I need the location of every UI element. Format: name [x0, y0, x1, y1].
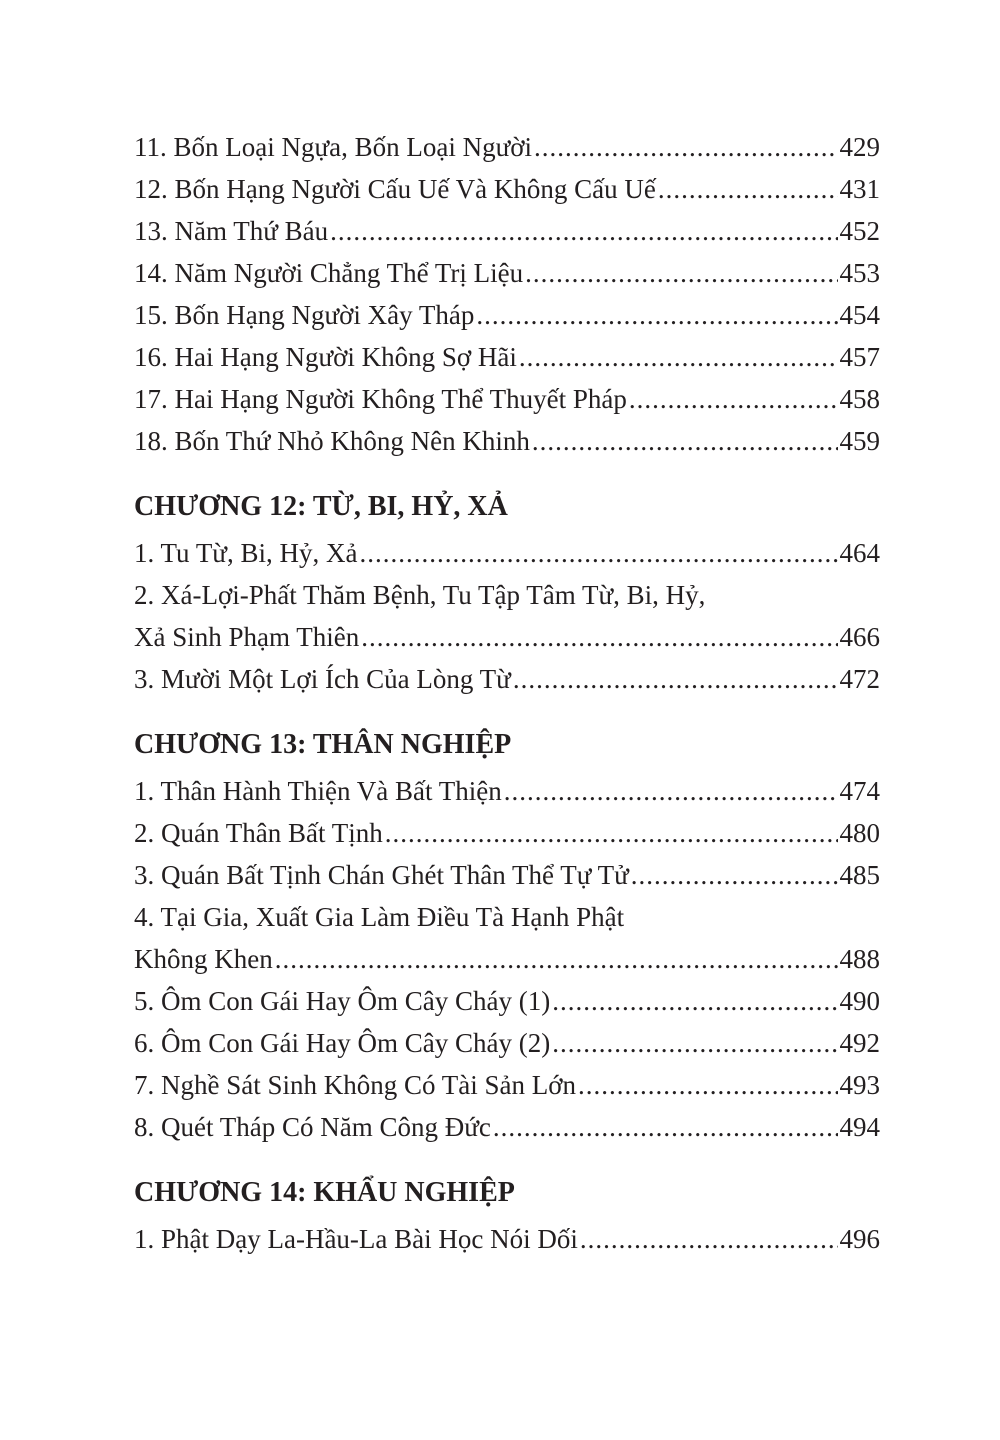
toc-entry	[134, 854, 880, 896]
table-of-contents	[134, 126, 880, 1260]
dot-leader	[532, 420, 838, 462]
toc-entry	[134, 658, 880, 700]
toc-entry-title: 7. Nghề Sát Sinh Không Có Tài Sản Lớn	[134, 1070, 577, 1100]
toc-entry	[134, 1064, 880, 1106]
dot-leader	[552, 980, 837, 1022]
dot-leader	[275, 938, 838, 980]
toc-entry-page: 480	[839, 818, 880, 848]
toc-entry-page: 493	[839, 1070, 880, 1100]
toc-entry	[134, 938, 880, 980]
dot-leader	[580, 1218, 838, 1260]
toc-entry	[134, 336, 880, 378]
dot-leader	[631, 854, 838, 896]
toc-entry	[134, 210, 880, 252]
dot-leader	[385, 812, 838, 854]
toc-entry	[134, 812, 880, 854]
dot-leader	[629, 378, 838, 420]
toc-entry-title: 1. Thân Hành Thiện Và Bất Thiện	[134, 776, 502, 806]
toc-entry-title-line1: 2. Xá-Lợi-Phất Thăm Bệnh, Tu Tập Tâm Từ, Bi, Hỷ,	[134, 580, 706, 610]
toc-entry-title: Không Khen	[134, 944, 273, 974]
toc-entry-page: 457	[839, 342, 880, 372]
toc-entry	[134, 378, 880, 420]
toc-entry-page: 485	[839, 860, 880, 890]
toc-entry	[134, 1106, 880, 1148]
dot-leader	[552, 1022, 837, 1064]
toc-entry	[134, 770, 880, 812]
toc-entry-page: 464	[839, 538, 880, 568]
toc-entry	[134, 616, 880, 658]
dot-leader	[519, 336, 838, 378]
toc-entry-page: 431	[839, 174, 880, 204]
dot-leader	[493, 1106, 838, 1148]
chapter-heading: CHƯƠNG 14: KHẨU NGHIỆP	[134, 1177, 515, 1208]
toc-entry-title: 14. Năm Người Chẳng Thể Trị Liệu	[134, 258, 524, 288]
toc-entry	[134, 1218, 880, 1260]
toc-entry-page: 453	[839, 258, 880, 288]
toc-entry-page: 429	[839, 132, 880, 162]
toc-entry-page: 488	[839, 944, 880, 974]
toc-entry-title: 18. Bốn Thứ Nhỏ Không Nên Khinh	[134, 426, 530, 456]
toc-entry-title-line1: 4. Tại Gia, Xuất Gia Làm Điều Tà Hạnh Phật	[134, 902, 625, 932]
toc-entry-page: 490	[839, 986, 880, 1016]
toc-entry-page: 496	[839, 1224, 880, 1254]
toc-entry-page: 459	[839, 426, 880, 456]
toc-entry-page: 494	[839, 1112, 880, 1142]
toc-entry	[134, 532, 880, 574]
toc-entry-page: 452	[839, 216, 880, 246]
toc-entry-title: 3. Quán Bất Tịnh Chán Ghét Thân Thể Tự Tử	[134, 860, 629, 890]
toc-entry-title: 5. Ôm Con Gái Hay Ôm Cây Cháy (1)	[134, 986, 551, 1016]
toc-entry-page: 466	[839, 622, 880, 652]
toc-entry	[134, 168, 880, 210]
toc-entry	[134, 420, 880, 462]
toc-entry-title: 15. Bốn Hạng Người Xây Tháp	[134, 300, 475, 330]
toc-entry-title: 8. Quét Tháp Có Năm Công Đức	[134, 1112, 491, 1142]
toc-entry-title: 6. Ôm Con Gái Hay Ôm Cây Cháy (2)	[134, 1028, 551, 1058]
chapter-heading: CHƯƠNG 12: TỪ, BI, HỶ, XẢ	[134, 491, 508, 522]
dot-leader	[534, 126, 838, 168]
toc-entry-title: 11. Bốn Loại Ngựa, Bốn Loại Người	[134, 132, 532, 162]
dot-leader	[504, 770, 838, 812]
toc-entry-title: 17. Hai Hạng Người Không Thể Thuyết Pháp	[134, 384, 627, 414]
dot-leader	[513, 658, 838, 700]
toc-entry-title: 3. Mười Một Lợi Ích Của Lòng Từ	[134, 664, 511, 694]
toc-entry-page: 458	[839, 384, 880, 414]
dot-leader	[330, 210, 837, 252]
toc-entry	[134, 980, 880, 1022]
toc-entry-title: 12. Bốn Hạng Người Cấu Uế Và Không Cấu Uế	[134, 174, 656, 204]
toc-entry-title: 13. Năm Thứ Báu	[134, 216, 329, 246]
toc-entry-page: 474	[839, 776, 880, 806]
chapter-heading: CHƯƠNG 13: THÂN NGHIỆP	[134, 729, 512, 760]
dot-leader	[361, 616, 837, 658]
dot-leader	[578, 1064, 837, 1106]
dot-leader	[359, 532, 837, 574]
toc-entry-title: 1. Tu Từ, Bi, Hỷ, Xả	[134, 538, 358, 568]
toc-entry	[134, 252, 880, 294]
toc-entry-title: 2. Quán Thân Bất Tịnh	[134, 818, 383, 848]
toc-entry	[134, 1022, 880, 1064]
toc-entry	[134, 294, 880, 336]
dot-leader	[525, 252, 837, 294]
toc-entry-title: 1. Phật Dạy La-Hầu-La Bài Học Nói Dối	[134, 1224, 578, 1254]
toc-entry-page: 454	[839, 300, 880, 330]
toc-entry	[134, 126, 880, 168]
toc-entry-title: Xả Sinh Phạm Thiên	[134, 622, 360, 652]
dot-leader	[658, 168, 838, 210]
toc-entry-page: 492	[839, 1028, 880, 1058]
dot-leader	[476, 294, 837, 336]
toc-entry-title: 16. Hai Hạng Người Không Sợ Hãi	[134, 342, 517, 372]
toc-entry-page: 472	[839, 664, 880, 694]
